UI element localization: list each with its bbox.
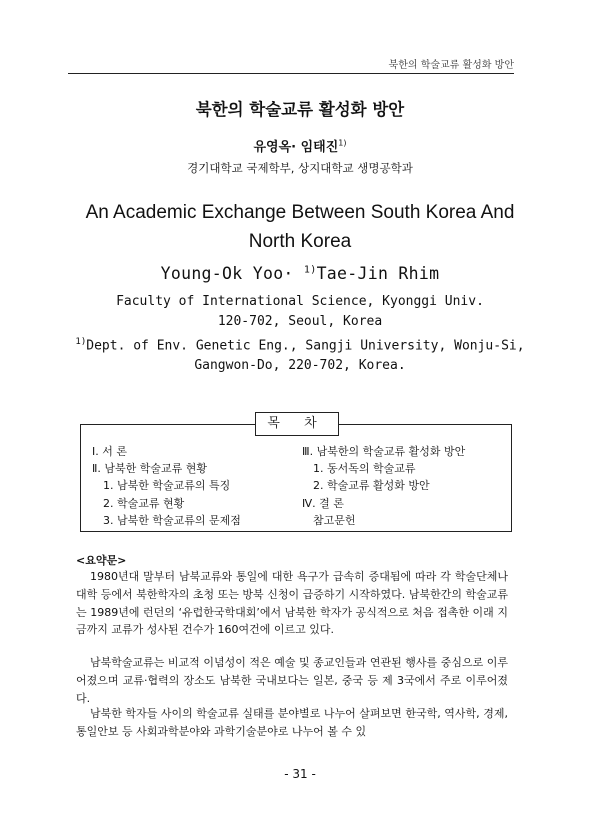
affiliation-footnote-marker: 1) [75,337,87,347]
running-header: 북한의 학술교류 활성화 방안 [388,60,514,71]
abstract-paragraph-3: 남북한 학자들 사이의 학술교류 실태를 분야별로 나누어 살펴보면 한국학, 역사학, 경제, 통일안보 등 사회과학분야와 과학기술분야로 나누어 볼 수 있 [76,707,508,738]
authors-english [0,264,600,283]
author-footnote-marker-ko: 1) [338,138,347,148]
affiliation-en-line2: 120-702, Seoul, Korea [217,314,383,329]
toc-subitem: 2. 학술교류 활성화 방안 [313,479,430,493]
affiliation-english [60,292,540,376]
title-english: An Academic Exchange Between South Korea And North Korea [85,202,515,252]
toc-left-column [92,443,241,529]
toc-right-column [302,443,465,529]
toc-title: 목 차 [255,412,339,436]
affiliation-korean: 경기대학교 국제학부, 상지대학교 생명공학과 [187,161,413,175]
toc-item: Ⅲ. 남북한의 학술교류 활성화 방안 [302,445,466,458]
abstract-heading: <요약문> [76,554,127,567]
toc-subitem: 1. 남북한 학술교류의 특징 [103,479,231,493]
authors-korean [0,136,600,155]
header-rule [68,73,514,74]
authors-korean-names: 유영옥· 임태진 [253,140,339,155]
toc-subitem: 2. 학술교류 현황 [103,496,185,510]
toc-item: Ⅳ. 결 론 [302,496,344,510]
author-second-en: Tae-Jin Rhim [316,264,440,283]
abstract-paragraph-2: 남북학술교류는 비교적 이념성이 적은 예술 및 종교인들과 연관된 행사를 중심으로 이루어졌으며 교류·협력의 장소도 남북한 국내보다는 일본, 중국 등 제 3국에서 주로 이루어졌다. [76,656,508,705]
toc-subitem: 3. 남북한 학술교류의 문제점 [103,513,241,527]
toc-subitem: 1. 동서독의 학술교류 [313,462,416,476]
toc-item: Ⅱ. 남북한 학술교류 현황 [92,462,208,476]
page-number: - 31 - [284,767,316,781]
toc-item: Ⅰ. 서 론 [92,445,127,458]
abstract-paragraph-1: 1980년대 말부터 남북교류와 통일에 대한 욕구가 급속히 증대됨에 따라 각 학술단체나 대학 등에서 북한학자의 초청 또는 방북 신청이 급증하기 시작하였다. 남북한간의 학술교류는 1989년에 런던의 ‘유럽한국학대회’에서 남북한 학자가 공식적으로 처음 접촉한 이래 지금까지 교류가 성사된 건수가 160여건에 이르고 있다. [76,570,508,637]
author-first-en: Young-Ok Yoo· [160,264,294,283]
toc-subitem: 참고문헌 [313,513,356,527]
title-korean: 북한의 학술교류 활성화 방안 [195,100,405,119]
affiliation-en-line1: Faculty of International Science, Kyonggi Univ. [116,294,484,309]
affiliation-en-line4: Gangwon-Do, 220-702, Korea. [194,358,406,374]
author-footnote-marker-en: 1) [303,264,317,276]
affiliation-en-line3: $^{1)}$Dept. of Env. Genetic Eng., Sangji University, Wonju-Si, [75,337,525,354]
